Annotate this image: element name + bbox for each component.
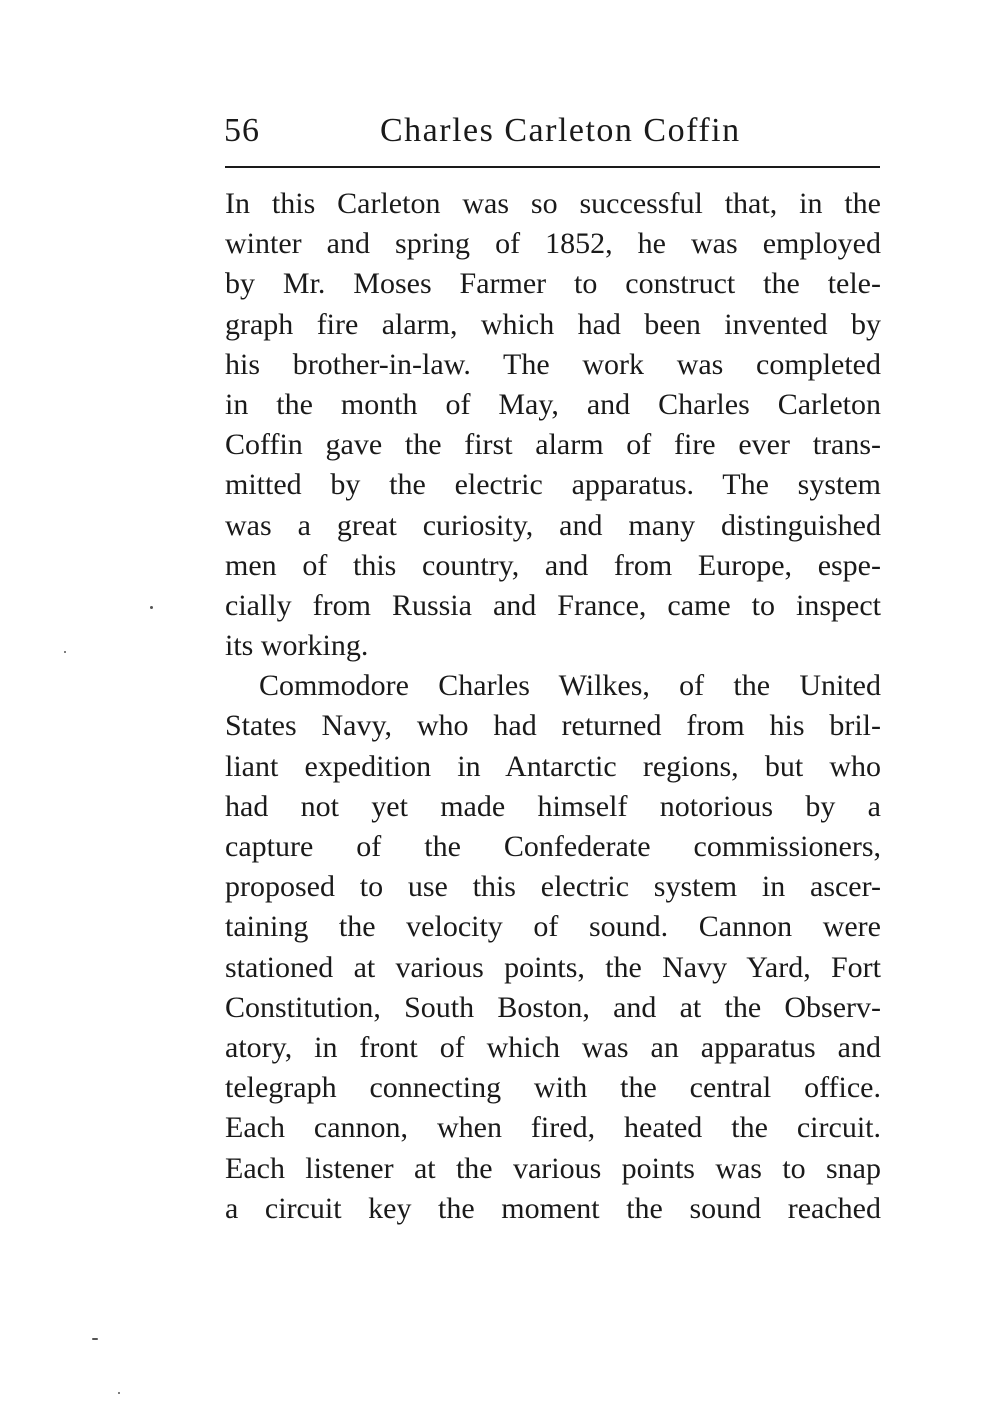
text-line: mitted by the electric apparatus. The system bbox=[225, 468, 881, 502]
text-line: capture of the Confederate commissioners, bbox=[225, 830, 881, 863]
text-line: winter and spring of 1852, he was employed bbox=[225, 227, 881, 261]
paragraph-2 bbox=[225, 666, 881, 1229]
text-line: Each cannon, when fired, heated the circuit. bbox=[225, 1111, 881, 1145]
body-text bbox=[225, 184, 881, 1229]
text-line: Coffin gave the first alarm of fire ever trans- bbox=[225, 428, 881, 462]
text-line: taining the velocity of sound. Cannon were bbox=[225, 910, 881, 944]
text-line: telegraph connecting with the central office. bbox=[225, 1071, 881, 1105]
scan-speck bbox=[92, 1338, 98, 1340]
header-rule bbox=[225, 166, 880, 168]
text-line: its working. bbox=[225, 629, 369, 663]
text-line: States Navy, who had returned from his bril- bbox=[225, 709, 881, 743]
text-line: Commodore Charles Wilkes, of the United bbox=[259, 669, 881, 703]
text-line: atory, in front of which was an apparatus and bbox=[225, 1030, 881, 1064]
paragraph-1 bbox=[225, 184, 881, 666]
text-line: Each listener at the various points was to snap bbox=[225, 1151, 881, 1185]
text-line: proposed to use this electric system in ascer- bbox=[225, 870, 881, 904]
text-line: Constitution, South Boston, and at the Observ- bbox=[225, 990, 881, 1024]
text-line: was a great curiosity, and many distinguished bbox=[225, 508, 881, 542]
text-line: liant expedition in Antarctic regions, but who bbox=[225, 749, 881, 783]
text-line: men of this country, and from Europe, espe- bbox=[225, 548, 881, 582]
text-line: had not yet made himself notorious by a bbox=[225, 789, 881, 823]
text-line: cially from Russia and France, came to inspect bbox=[225, 588, 881, 622]
scan-speck bbox=[150, 606, 153, 609]
scan-speck bbox=[118, 1392, 120, 1394]
scan-speck bbox=[64, 651, 66, 653]
text-line: by Mr. Moses Farmer to construct the tele- bbox=[225, 267, 881, 301]
text-line: In this Carleton was so successful that, in the bbox=[225, 187, 881, 220]
text-line: in the month of May, and Charles Carleton bbox=[225, 387, 881, 421]
text-line: a circuit key the moment the sound reached bbox=[225, 1191, 881, 1225]
text-line: stationed at various points, the Navy Yard, Fort bbox=[225, 950, 881, 984]
page-number: 56 bbox=[224, 112, 260, 149]
running-head: Charles Carleton Coffin bbox=[380, 112, 741, 149]
text-line: graph fire alarm, which had been invented by bbox=[225, 307, 881, 341]
text-line: his brother-in-law. The work was completed bbox=[225, 347, 881, 381]
